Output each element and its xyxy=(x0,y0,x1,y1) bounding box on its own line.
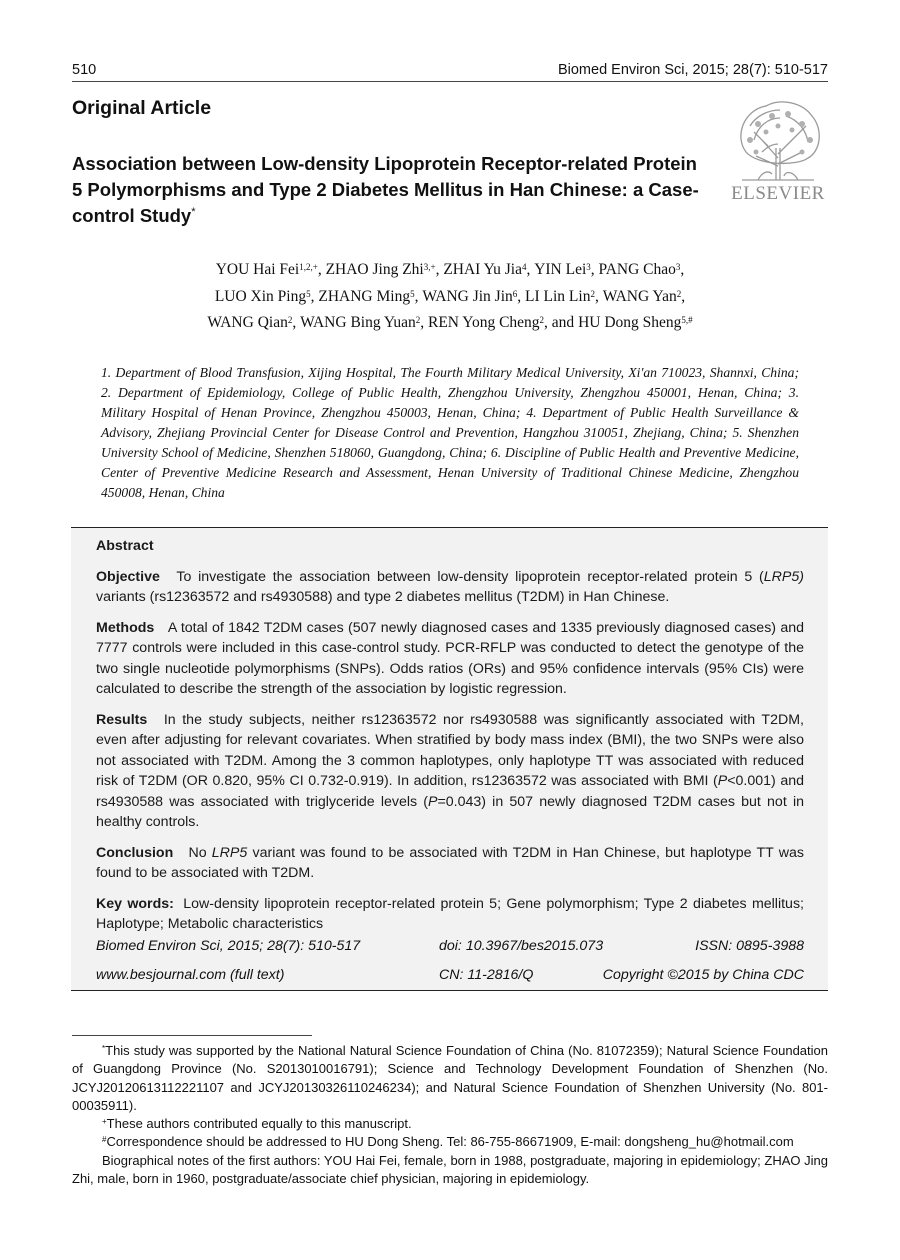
footnote-rule xyxy=(72,1035,312,1036)
abstract-results: Results In the study subjects, neither rs12363572 nor rs4930588 was significantly associated with T2DM, even after adjusting for relevant covariates. When stratified by body mass index (BMI), the two SNPs were also not associated with T2DM. Among the 3 common haplotypes, only haplotype TT was associated with reduced risk of T2DM (OR 0.820, 95% CI 0.732-0.919). In addition, rs12363572 was associated with BMI (P<0.001) and rs4930588 was associated with triglyceride levels (P=0.043) in 507 newly diagnosed T2DM cases but not in healthy controls. xyxy=(96,711,804,830)
conclusion-label: Conclusion xyxy=(96,844,174,861)
author: ZHAI Yu Jia$^4$, xyxy=(443,261,535,278)
objective-label: Objective xyxy=(96,568,160,585)
page-number: 510 xyxy=(72,62,97,78)
footnote-equal-contribution: +These authors contributed equally to this manuscript. xyxy=(102,1116,412,1132)
abstract-bottom-rule xyxy=(71,990,828,991)
citation: Biomed Environ Sci, 2015; 28(7): 510-517 xyxy=(96,938,361,954)
affiliations: 1. Department of Blood Transfusion, Xijing Hospital, The Fourth Military Medical University, Xi'an 710023, Shannxi, China; 2. Department of Epidemiology, College of Public Health, Zhengzhou University, Zhengzhou 450001, Henan, China; 3. Military Hospital of Henan Province, Zhengzhou 450003, Henan, China; 4. Department of Public Health Surveillance & Advisory, Zhejiang Provincial Center for Disease Control and Prevention, Hangzhou 310051, Zhejiang, China; 5. Shenzhen University School of Medicine, Shenzhen 518060, Guangdong, China; 6. Discipline of Public Health and Preventive Medicine, Center of Preventive Medicine Research and Assessment, Henan University of Traditional Chinese Medicine, Zhengzhou 450008, Henan, China xyxy=(101,365,799,500)
author: LI Lin Lin$^2$, xyxy=(525,287,603,305)
journal-reference: Biomed Environ Sci, 2015; 28(7): 510-517 xyxy=(557,62,828,78)
author: WANG Qian$^2$, xyxy=(207,314,301,331)
author-list xyxy=(90,257,810,337)
gene-name: LRP5 xyxy=(211,844,248,861)
author: LUO Xin Ping$^5$, xyxy=(214,287,319,305)
abstract-keywords: Key words: Low-density lipoprotein receptor-related protein 5; Gene polymorphism; Type 2 diabetes mellitus; Haplotype; Metabolic characteristics xyxy=(96,895,804,932)
author: REN Yong Cheng$^2$, and xyxy=(428,314,579,331)
gene-name: LRP5) xyxy=(763,568,804,585)
cn-number: CN: 11-2816/Q xyxy=(439,967,534,983)
author: ZHAO Jing Zhi$^{3,+}$, xyxy=(325,261,444,278)
author: WANG Yan$^2$, xyxy=(602,287,686,305)
elsevier-wordmark: ELSEVIER xyxy=(731,183,825,204)
title-footnote-mark: * xyxy=(191,206,196,218)
footnote-funding: *This study was supported by the National Natural Science Foundation of China (No. 81072359); Natural Science Foundation of Guangdong Province (No. S2013010016791); Science and Technology Development Foundation of Shenzhen (No. JCYJ20120613112221107 and JCYJ20130326110246234); and Natural Science Foundation of Shenzhen University (No. 801-00035911). xyxy=(72,1043,828,1113)
abstract-objective: Objective To investigate the association between low-density lipoprotein receptor-related protein 5 (LRP5) variants (rs12363572 and rs4930588) and type 2 diabetes mellitus (T2DM) in Han Chinese. xyxy=(96,568,804,605)
keywords-label: Key words: xyxy=(96,895,174,912)
issn: ISSN: 0895-3988 xyxy=(695,938,804,954)
footnote-correspondence: #Correspondence should be addressed to HU Dong Sheng. Tel: 86-755-86671909, E-mail: dongsheng_hu@hotmail.com xyxy=(102,1134,794,1150)
author: ZHANG Ming$^5$, xyxy=(318,287,423,305)
footnotes xyxy=(72,1042,828,1188)
copyright: Copyright ©2015 by China CDC xyxy=(602,967,804,983)
article-type: Original Article xyxy=(72,97,212,119)
results-label: Results xyxy=(96,711,148,728)
abstract-heading: Abstract xyxy=(96,538,154,554)
author: WANG Jin Jin$^6$, xyxy=(422,287,526,305)
author: YIN Lei$^3$, xyxy=(534,261,599,278)
author: WANG Bing Yuan$^2$, xyxy=(300,314,428,331)
methods-label: Methods xyxy=(96,619,155,636)
abstract xyxy=(96,536,804,945)
author: YOU Hai Fei$^{1,2,+}$, xyxy=(215,261,326,278)
article-title xyxy=(72,151,712,229)
abstract-conclusion: Conclusion No LRP5 variant was found to be associated with T2DM in Han Chinese, but haplotype TT was found to be associated with T2DM. xyxy=(96,844,804,881)
title-text: Association between Low-density Lipoprotein Receptor-related Protein 5 Polymorphisms and Type 2 Diabetes Mellitus in Han Chinese: a Case-control Study xyxy=(72,153,699,226)
header-rule xyxy=(72,81,828,82)
abstract-top-rule xyxy=(71,527,828,528)
website-link[interactable]: www.besjournal.com (full text) xyxy=(96,967,285,983)
author: PANG Chao$^3$, xyxy=(598,261,685,278)
abstract-methods: Methods A total of 1842 T2DM cases (507 newly diagnosed cases and 1335 previously diagnosed cases) and 7777 controls were included in this case-control study. PCR-RFLP was conducted to detect the genotype of the two single nucleotide polymorphisms (SNPs). Odds ratios (ORs) and 95% confidence intervals (95% CIs) were calculated to describe the strength of the association by logistic regression. xyxy=(96,619,804,697)
doi[interactable]: doi: 10.3967/bes2015.073 xyxy=(439,938,604,954)
author: HU Dong Sheng$^{5,\#}$ xyxy=(578,314,693,331)
footnote-biography: Biographical notes of the first authors: YOU Hai Fei, female, born in 1988, postgraduate, majoring in epidemiology; ZHAO Jing Zhi, male, born in 1960, postgraduate/associate chief physician, majoring in epidemiology. xyxy=(72,1152,828,1187)
